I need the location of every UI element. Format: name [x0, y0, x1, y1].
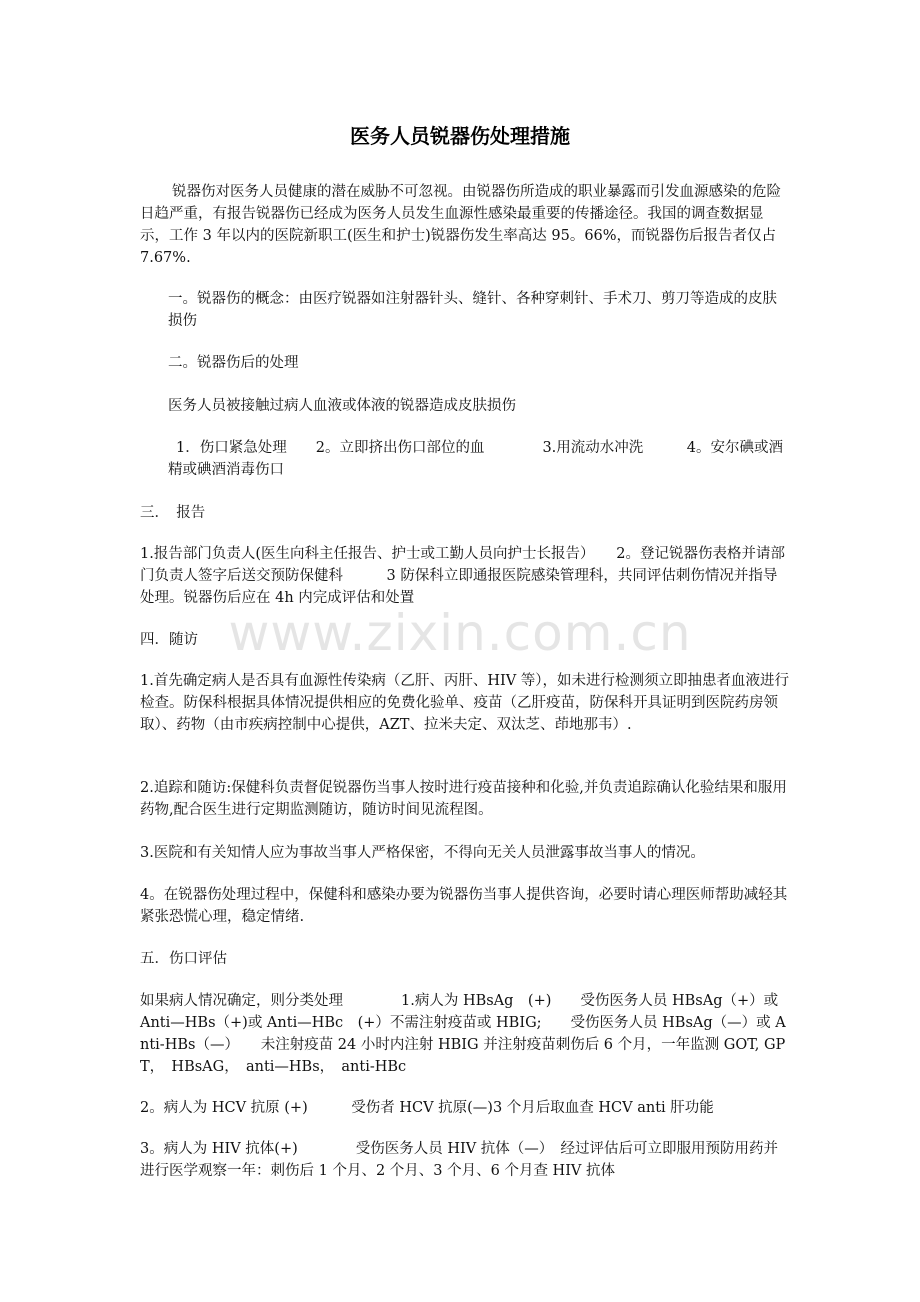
section-4-item-1: 1.首先确定病人是否具有血源性传染病（乙肝、丙肝、HIV 等），如未进行检测须立即抽患者血液进行检查。防保科根据具体情况提供相应的免费化验单、疫苗（乙肝疫苗，防保科开具证明到医院药房领取）、药物（由市疾病控制中心提供，AZT、拉米夫定、双汰芝、茚地那韦）. — [140, 673, 790, 733]
section-5-item-2: 2。病人为 HCV 抗原 (+) 受伤者 HCV 抗原(—)3 个月后取血查 HCV anti 肝功能 — [140, 1100, 714, 1116]
intro-paragraph: 锐器伤对医务人员健康的潜在威胁不可忽视。由锐器伤所造成的职业暴露而引发血源感染的危险日趋严重，有报告锐器伤已经成为医务人员发生血源性感染最重要的传播途径。我国的调查数据显示，工作 3 年以内的医院新职工(医生和护士)锐器伤发生率高达 95。66%，而锐器伤后报告者仅占 7.67%. — [140, 184, 781, 266]
section-4-item-3: 3.医院和有关知情人应为事故当事人严格保密，不得向无关人员泄露事故当事人的情况。 — [140, 845, 705, 861]
section-4-item-4: 4。在锐器伤处理过程中，保健科和感染办要为锐器伤当事人提供咨询，必要时请心理医师帮助减轻其紧张恐慌心理，稳定情绪. — [140, 887, 788, 925]
section-3-heading: 三． 报告 — [140, 505, 206, 521]
document-title: 医务人员锐器伤处理措施 — [350, 124, 570, 148]
section-5-item-1: 如果病人情况确定，则分类处理 1.病人为 HBsAg (+) 受伤医务人员 HBsAg（+）或 Anti—HBs（+)或 Anti—HBc (+）不需注射疫苗或 HBIG; 受伤医务人员 HBsAg（—）或 Anti-HBs（—） 未注射疫苗 24 小时内注射 HBIG 并注射疫苗刺伤后 6 个月，一年监测 GOT, GPT， HBsAG， anti—HBs， anti-HBc — [140, 993, 786, 1075]
section-2-paragraph: 医务人员被接触过病人血液或体液的锐器造成皮肤损伤 — [168, 398, 516, 414]
section-3-paragraph: 1.报告部门负责人(医生向科主任报告、护士或工勤人员向护士长报告） 2。登记锐器伤表格并请部门负责人签字后送交预防保健科 3 防保科立即通报医院感染管理科，共同评估刺伤情况并指导处理。锐器伤后应在 4h 内完成评估和处置 — [140, 546, 785, 606]
section-2-heading: 二。锐器伤后的处理 — [168, 355, 299, 371]
section-4-heading: 四．随访 — [140, 632, 198, 648]
watermark-text: www.zixin.com.cn — [228, 604, 692, 662]
section-1-concept: 一。锐器伤的概念：由医疗锐器如注射器针头、缝针、各种穿刺针、手术刀、剪刀等造成的皮肤损伤 — [168, 291, 777, 329]
section-2-steps: 1．伤口紧急处理 2。立即挤出伤口部位的血 3.用流动水冲洗 4。安尔碘或酒精或碘酒消毒伤口 — [168, 440, 784, 478]
section-4-item-2: 2.追踪和随访:保健科负责督促锐器伤当事人按时进行疫苗接种和化验,并负责追踪确认化验结果和服用药物,配合医生进行定期监测随访，随访时间见流程图。 — [140, 780, 787, 818]
section-5-item-3: 3。病人为 HIV 抗体(+) 受伤医务人员 HIV 抗体（—） 经过评估后可立即服用预防用药并进行医学观察一年：刺伤后 1 个月、2 个月、3 个月、6 个月查 HIV 抗体 — [140, 1141, 779, 1179]
section-5-heading: 五．伤口评估 — [140, 951, 227, 967]
